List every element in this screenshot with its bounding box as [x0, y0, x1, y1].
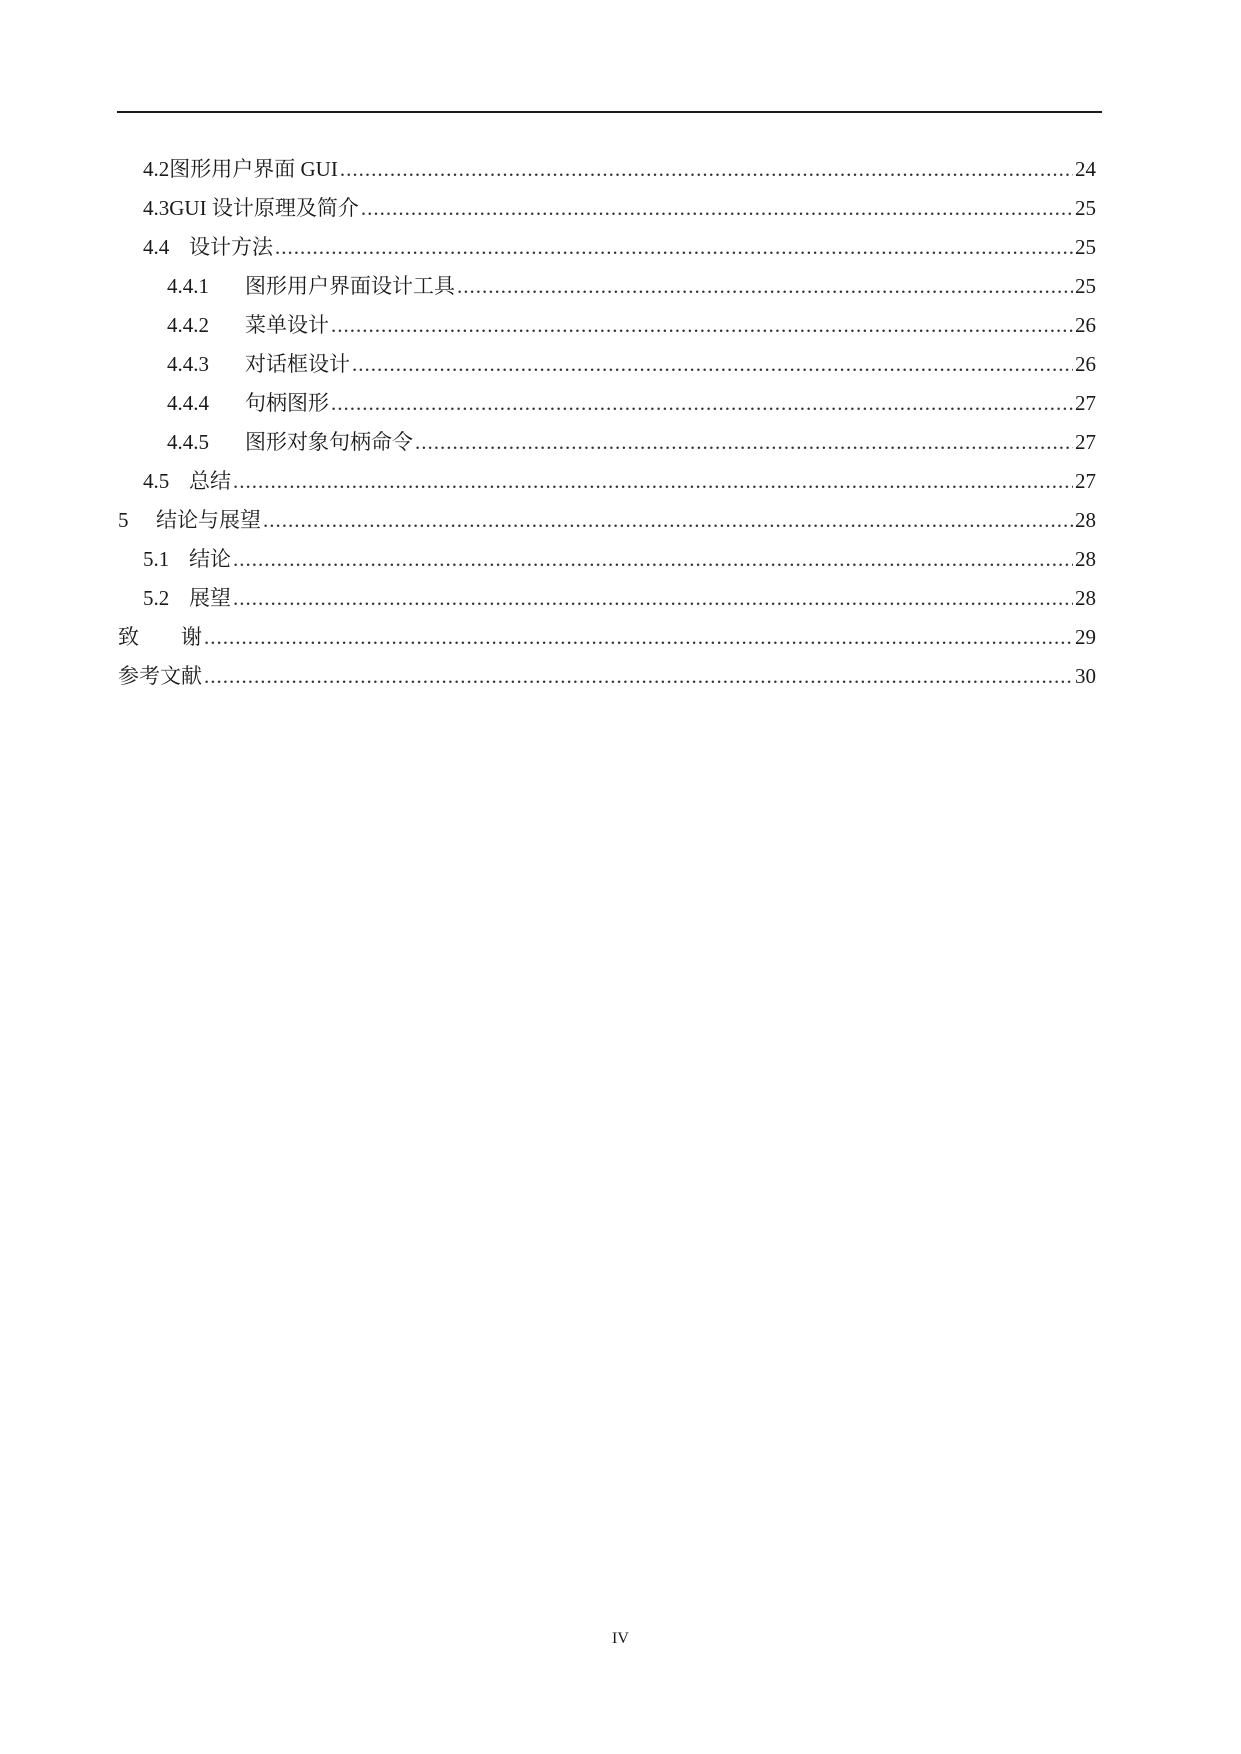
toc-entry-4-4-3[interactable]: [167, 345, 1096, 384]
toc-dot-leader: [352, 345, 1073, 384]
toc-entry-page: 25: [1075, 274, 1096, 298]
toc-entry-title: 句柄图形: [245, 391, 329, 415]
toc-entry-4-3[interactable]: [143, 189, 1096, 228]
toc-entry-number: 5: [118, 508, 129, 532]
toc-entry-title: 图形用户界面设计工具: [245, 274, 455, 298]
toc-dot-leader: [275, 228, 1073, 267]
toc-entry-page: 25: [1075, 196, 1096, 220]
toc-entry-page: 29: [1075, 625, 1096, 649]
toc-entry-4-2[interactable]: [143, 150, 1096, 189]
toc-entry-page: 27: [1075, 430, 1096, 454]
toc-entry-title: 展望: [189, 586, 231, 610]
toc-dot-leader: [415, 423, 1073, 462]
toc-entry-number: 4.3: [143, 196, 170, 220]
toc-entry-title: 设计方法: [189, 235, 273, 259]
toc-entry-4-4-5[interactable]: [167, 423, 1096, 462]
toc-entry-page: 28: [1075, 586, 1096, 610]
toc-entry-page: 28: [1075, 508, 1096, 532]
toc-dot-leader: [361, 189, 1073, 228]
toc-entry-title: 参考文献: [118, 664, 202, 688]
toc-entry-5-2[interactable]: [143, 579, 1096, 618]
toc-entry-number: 4.4.2: [167, 313, 209, 337]
toc-entry-title: 结论与展望: [156, 508, 261, 532]
toc-entry-page: 27: [1075, 391, 1096, 415]
toc-entry-number: 5.2: [143, 586, 170, 610]
toc-entry-number: 4.4.3: [167, 352, 209, 376]
toc-entry-page: 26: [1075, 352, 1096, 376]
toc-entry-page: 24: [1075, 157, 1096, 181]
toc-entry-title: 图形用户界面 GUI: [169, 157, 338, 181]
toc-dot-leader: [340, 150, 1073, 189]
toc-entry-page: 27: [1075, 469, 1096, 493]
toc-entry-page: 28: [1075, 547, 1096, 571]
toc-entry-page: 30: [1075, 664, 1096, 688]
toc-dot-leader: [263, 501, 1073, 540]
toc-entry-number: 4.5: [143, 469, 170, 493]
page-number: IV: [612, 1630, 629, 1647]
toc-dot-leader: [331, 384, 1073, 423]
toc-dot-leader: [457, 267, 1073, 306]
toc-entry-4-5[interactable]: [143, 462, 1096, 501]
toc-entry-title: 对话框设计: [245, 352, 350, 376]
toc-dot-leader: [233, 579, 1073, 618]
toc-entry-4-4[interactable]: [143, 228, 1096, 267]
toc-entry-number: 4.2: [143, 157, 170, 181]
toc-entry-4-4-4[interactable]: [167, 384, 1096, 423]
toc-entry-number: 5.1: [143, 547, 170, 571]
toc-dot-leader: [204, 618, 1073, 657]
toc-entry-title: 结论: [189, 547, 231, 571]
toc-dot-leader: [331, 306, 1073, 345]
header-rule: [117, 111, 1102, 113]
toc-dot-leader: [233, 540, 1073, 579]
toc-entry-page: 25: [1075, 235, 1096, 259]
toc-entry-4-4-2[interactable]: [167, 306, 1096, 345]
toc-entry-acknowledgements[interactable]: [118, 618, 1096, 657]
toc-entry-number: 4.4.5: [167, 430, 209, 454]
toc-dot-leader: [233, 462, 1073, 501]
toc-entry-5-1[interactable]: [143, 540, 1096, 579]
toc-entry-4-4-1[interactable]: [167, 267, 1096, 306]
toc-entry-number: 4.4.1: [167, 274, 209, 298]
toc-entry-title: 致 谢: [118, 625, 202, 649]
toc-entry-title: 总结: [189, 469, 231, 493]
toc-dot-leader: [204, 657, 1073, 696]
toc-entry-title: 图形对象句柄命令: [245, 430, 413, 454]
toc-entry-5[interactable]: [118, 501, 1096, 540]
toc-entry-references[interactable]: [118, 657, 1096, 696]
toc-entry-number: 4.4.4: [167, 391, 209, 415]
toc-entry-number: 4.4: [143, 235, 170, 259]
toc-entry-title: 菜单设计: [245, 313, 329, 337]
toc-entry-page: 26: [1075, 313, 1096, 337]
toc-entry-title: GUI 设计原理及简介: [169, 196, 359, 220]
